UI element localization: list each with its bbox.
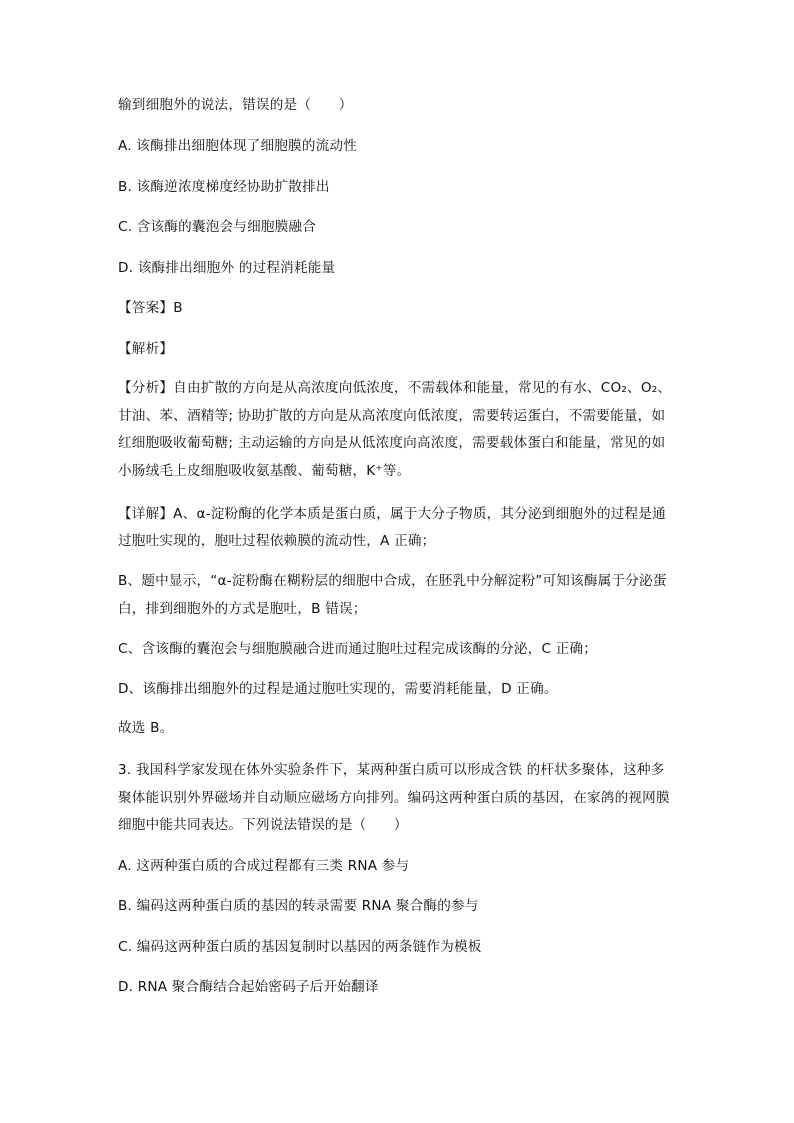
xiangjie-d: D、该酶排出细胞外的过程是通过胞吐实现的，需要消耗能量，D 正确。 xyxy=(118,681,558,697)
q3-stem-line: 细胞中能共同表达。下列说法错误的是（ ） xyxy=(118,817,408,833)
xiangjie-a-line: 【详解】A、α-淀粉酶的化学本质是蛋白质，属于大分子物质，其分泌到细胞外的过程是通 xyxy=(118,506,666,522)
question-stem-tail: 输到细胞外的说法，错误的是（ ） xyxy=(118,97,353,113)
xiangjie-c: C、含该酶的囊泡会与细胞膜融合进而通过胞吐过程完成该酶的分泌，C 正确； xyxy=(118,641,598,657)
answer-value: B xyxy=(173,300,183,316)
q3-option-b: B. 编码这两种蛋白质的基因的转录需要 RNA 聚合酶的参与 xyxy=(118,898,479,914)
q3-stem-line: 聚体能识别外界磁场并自动顺应磁场方向排列。编码这两种蛋白质的基因，在家鸽的视网膜 xyxy=(118,790,670,806)
q3-option-a: A. 这两种蛋白质的合成过程都有三类 RNA 参与 xyxy=(118,858,410,874)
fenxi-line: 红细胞吸收葡萄糖; 主动运输的方向是从低浓度向高浓度，需要载体蛋白和能量，常见的如 xyxy=(118,435,666,451)
xiangjie-a-line: 过胞吐实现的，胞吐过程依赖膜的流动性，A 正确； xyxy=(118,533,436,549)
option-b: B. 该酶逆浓度梯度经协助扩散排出 xyxy=(118,179,330,195)
fenxi-line: 甘油、苯、酒精等; 协助扩散的方向是从高浓度向低浓度，需要转运蛋白，不需要能量，如 xyxy=(118,408,666,424)
q3-stem-line: 3. 我国科学家发现在体外实验条件下，某两种蛋白质可以形成含铁 的杆状多聚体，这种多 xyxy=(118,762,665,778)
q3-option-d: D. RNA 聚合酶结合起始密码子后开始翻译 xyxy=(118,979,379,995)
xiangjie-b-line: 白，排到细胞外的方式是胞吐，B 错误； xyxy=(118,601,367,617)
fenxi-line: 小肠绒毛上皮细胞吸收氨基酸、葡萄糖，K⁺等。 xyxy=(118,463,411,479)
analysis-label: 【解析】 xyxy=(118,341,174,357)
option-a: A. 该酶排出细胞体现了细胞膜的流动性 xyxy=(118,138,358,154)
xiangjie-b-line: B、题中显示，“α-淀粉酶在糊粉层的细胞中合成，在胚乳中分解淀粉”可知该酶属于分泌蛋 xyxy=(118,573,667,589)
answer-line xyxy=(118,299,183,317)
answer-label: 【答案】 xyxy=(118,300,174,316)
conclusion: 故选 B。 xyxy=(118,720,174,736)
fenxi-line: 【分析】自由扩散的方向是从高浓度向低浓度，不需载体和能量，常见的有水、CO₂、O₂、 xyxy=(118,380,672,396)
q3-option-c: C. 编码这两种蛋白质的基因复制时以基因的两条链作为模板 xyxy=(118,939,482,955)
option-d: D. 该酶排出细胞外 的过程消耗能量 xyxy=(118,260,336,276)
option-c: C. 含该酶的囊泡会与细胞膜融合 xyxy=(118,219,317,235)
